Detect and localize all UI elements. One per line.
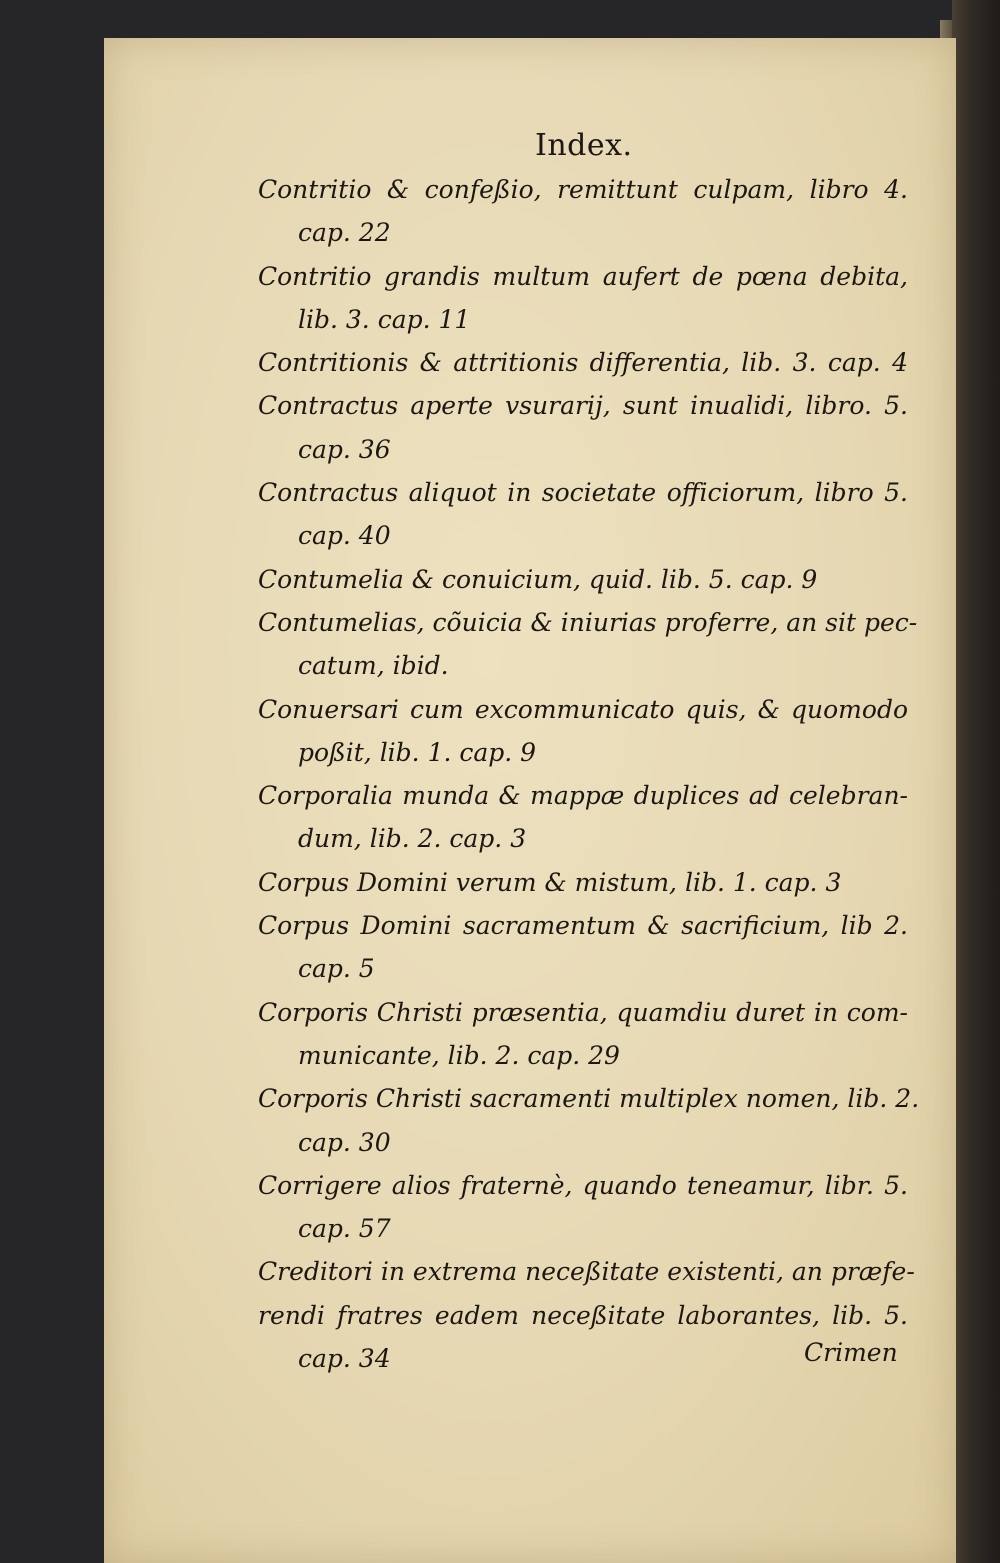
index-line: Corporis Christi sacramenti multiplex nomen, lib. 2. bbox=[258, 1084, 920, 1114]
index-line: dum, lib. 2. cap. 3 bbox=[298, 824, 527, 854]
index-line: Contumelia & conuicium, quid. lib. 5. cap. 9 bbox=[258, 564, 818, 594]
index-line: Corpus Domini sacramentum & sacrificium, lib 2. bbox=[258, 911, 908, 941]
index-line: Conuersari cum excommunicato quis, & quomodo bbox=[258, 694, 908, 724]
index-line: cap. 22 bbox=[298, 218, 391, 248]
index-line: cap. 30 bbox=[298, 1127, 391, 1157]
index-line: Corpus Domini verum & mistum, lib. 1. cap. 3 bbox=[258, 867, 842, 897]
index-line: cap. 34 bbox=[298, 1344, 391, 1374]
index-line: Corrigere alios fraternè, quando teneamur, libr. 5. bbox=[258, 1170, 908, 1200]
index-line: Creditori in extrema neceßitate existenti, an præfe- bbox=[258, 1257, 915, 1287]
index-line: Contritio grandis multum aufert de pœna debita, bbox=[258, 261, 908, 291]
catchword: Crimen bbox=[804, 1338, 898, 1367]
index-line: catum, ibid. bbox=[298, 651, 449, 681]
index-line: Contritio & confeßio, remittunt culpam, libro 4. bbox=[258, 175, 908, 204]
index-line: cap. 40 bbox=[298, 521, 391, 551]
index-line: Contritionis & attritionis differentia, lib. 3. cap. 4 bbox=[258, 348, 908, 378]
index-line: Contractus aperte vsurarij, sunt inualidi, libro. 5. bbox=[258, 391, 908, 421]
index-line: cap. 36 bbox=[298, 434, 391, 464]
index-line: Corporis Christi præsentia, quamdiu duret in com- bbox=[258, 997, 908, 1027]
index-line: rendi fratres eadem neceßitate laborantes, lib. 5. bbox=[258, 1300, 908, 1330]
index-line: cap. 57 bbox=[298, 1214, 391, 1244]
index-line: poßit, lib. 1. cap. 9 bbox=[298, 737, 537, 767]
running-head: Index. bbox=[535, 128, 633, 163]
index-line: Contumelias, cõuicia & iniurias proferre, an sit pec- bbox=[258, 607, 918, 637]
binding-gutter bbox=[952, 0, 1000, 1563]
index-line: cap. 5 bbox=[298, 954, 375, 984]
index-entries bbox=[258, 168, 920, 1380]
index-line: Corporalia munda & mappæ duplices ad celebran- bbox=[258, 781, 908, 811]
index-line: lib. 3. cap. 11 bbox=[298, 304, 471, 334]
index-line: municante, lib. 2. cap. 29 bbox=[298, 1040, 620, 1070]
index-line: Contractus aliquot in societate officiorum, libro 5. bbox=[258, 478, 908, 508]
